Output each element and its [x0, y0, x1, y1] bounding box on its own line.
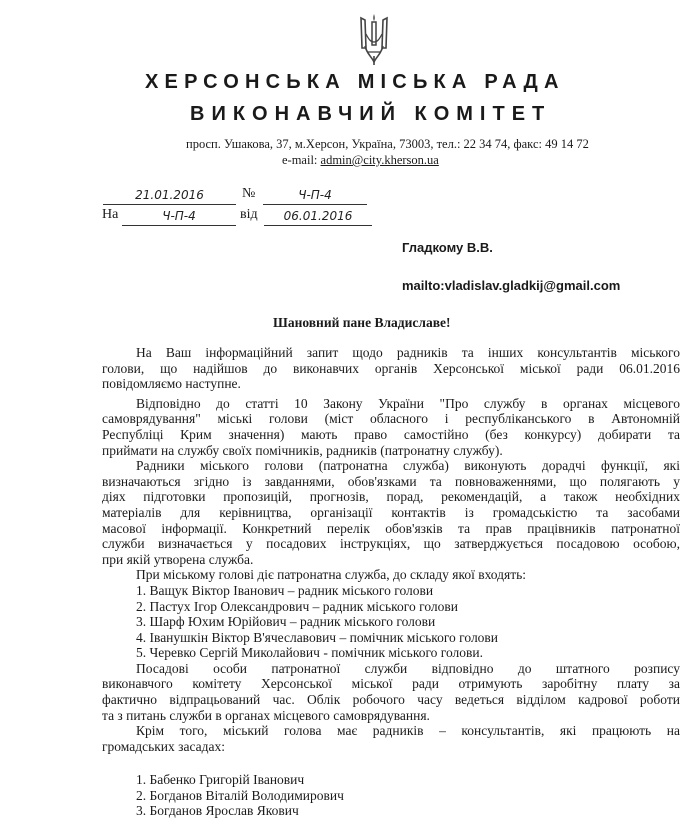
body-line: повідомляємо наступне.: [102, 376, 241, 392]
outgoing-date: 21.01.2016: [103, 188, 236, 205]
contact-email: [282, 153, 439, 168]
list-item: 3. Шарф Юхим Юрійович – радник міського голови: [136, 614, 436, 630]
body-line: самоврядування" міські голови (міст обласного і республіканського в Автономній: [102, 411, 680, 427]
committee-name: ВИКОНАВЧИЙ КОМІТЕТ: [190, 103, 552, 125]
list-item: 5. Черевко Сергій Миколайович - помічник міського голови.: [136, 645, 483, 661]
body-line: Радники міського голови (патронатна служба) виконують дорадчі функції, які: [136, 458, 680, 474]
body-line: виконавчого комітету Херсонської міської ради отримують заробітну плату за: [102, 676, 680, 692]
body-line: та з питань служби в органах місцевого самоврядування.: [102, 707, 430, 723]
incoming-number: Ч-П-4: [122, 209, 236, 226]
email-link[interactable]: admin@city.kherson.ua: [320, 153, 439, 167]
body-line: масової інформації. Конкретний перелік обов'язків та прав працівників патронатної: [102, 520, 680, 536]
coat-of-arms-icon: [357, 12, 391, 66]
body-line: визначаються згідно із завданнями, обов'язками та повноваженнями, що полягають у: [102, 473, 680, 489]
body-line: діях підготовки пропозицій, прогнозів, порад, рекомендацій, а також необхідних: [102, 489, 680, 505]
body-line: служби визначається у посадових інструкціях, що затверджується посадовою особою,: [102, 536, 680, 552]
body-line: приймати на службу своїх помічників, радників (патронатну службу).: [102, 442, 503, 458]
body-line: При міському голові діє патронатна служба, до складу якої входять:: [136, 567, 527, 583]
consultants-list: [102, 772, 680, 819]
number-label: №: [242, 186, 256, 201]
recipient-name: Гладкому В.В.: [402, 240, 493, 255]
body-line: матеріалів для керівництва, організації контактів із громадськістю та засобами: [102, 504, 680, 520]
list-item: 2. Богданов Віталій Володимирович: [136, 787, 344, 803]
salutation: Шановний пане Владиславе!: [273, 315, 451, 330]
body-line: при якій утворена служба.: [102, 551, 254, 567]
body-line: Відповідно до статті 10 Закону України "Про службу в органах місцевого: [136, 395, 680, 411]
outgoing-number: Ч-П-4: [263, 188, 367, 205]
list-item: 1. Ващук Віктор Іванович – радник міського голови: [136, 582, 434, 598]
organization-name: ХЕРСОНСЬКА МІСЬКА РАДА: [145, 71, 565, 93]
list-item: 2. Пастух Ігор Олександрович – радник міського голови: [136, 598, 458, 614]
list-item: 3. Богданов Ярослав Якович: [136, 803, 299, 819]
body-line: Республіці Крим значення) мають право самостійно (без конкурсу) добирати та: [102, 426, 680, 442]
body-line: голови, що надійшов до виконавчих органів Херсонської міської ради 06.01.2016: [102, 360, 680, 376]
contact-address: просп. Ушакова, 37, м.Херсон, Україна, 73003, тел.: 22 34 74, факс: 49 14 72: [186, 137, 589, 151]
on-label: На: [102, 207, 119, 222]
body-line: Крім того, міський голова має радників – консультантів, які працюють на: [136, 723, 680, 739]
list-item: 4. Іванушкін Віктор В'ячеславович – помічник міського голови: [136, 629, 499, 645]
recipient-email[interactable]: mailto:vladislav.gladkij@gmail.com: [402, 278, 621, 293]
body-line: Посадові особи патронатної служби відповідно до штатного розпису: [136, 660, 680, 676]
list-item: 1. Бабенко Григорій Іванович: [136, 772, 305, 787]
from-label: від: [240, 207, 258, 222]
letter-body: [102, 345, 680, 754]
incoming-date: 06.01.2016: [264, 209, 372, 226]
body-line: громадських засадах:: [102, 738, 225, 754]
body-line: На Ваш інформаційний запит щодо радників та інших консультантів міського: [136, 345, 680, 360]
email-label: e-mail:: [282, 153, 321, 167]
body-line: фактично відпрацьований час. Облік робочого часу ведеться відділом кадрової роботи: [102, 692, 680, 708]
